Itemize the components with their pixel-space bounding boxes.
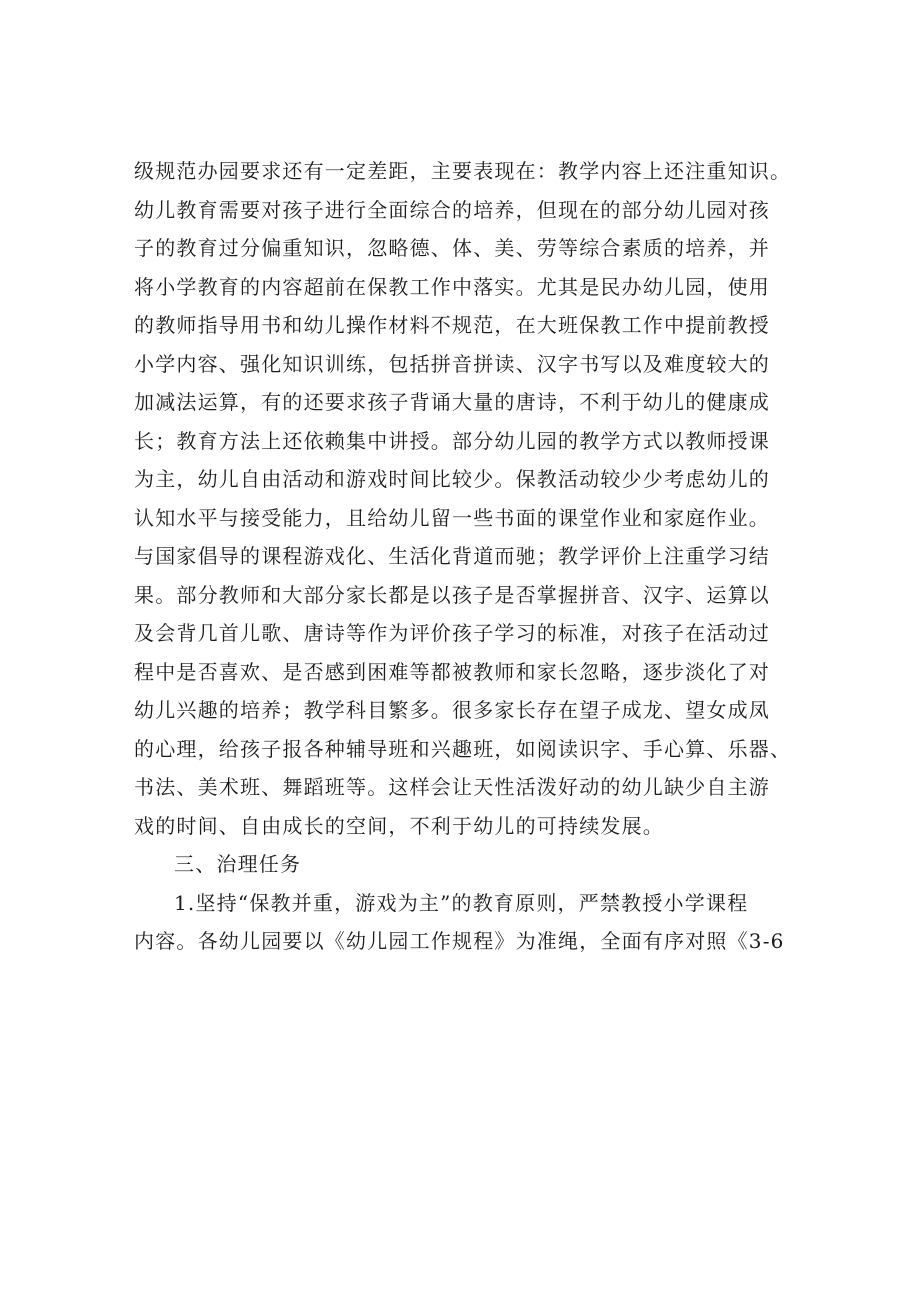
text-line: 幼儿兴趣的培养；教学科目繁多。很多家长存在望子成龙、望女成凤 — [134, 698, 770, 722]
body-paragraph — [134, 884, 794, 961]
text-line: 程中是否喜欢、是否感到困难等都被教师和家长忽略，逐步淡化了对 — [134, 659, 770, 684]
section-heading: 三、治理任务 — [174, 852, 302, 876]
text-line: 内容。各幼儿园要以《幼儿园工作规程》为准绳，全面有序对照《3-6 — [134, 929, 785, 953]
text-line: 加减法运算，有的还要求孩子背诵大量的唐诗，不利于幼儿的健康成 — [134, 390, 770, 414]
text-line: 认知水平与接受能力，且给幼儿留一些书面的课堂作业和家庭作业。 — [134, 505, 770, 530]
text-line: 果。部分教师和大部分家长都是以孩子是否掌握拼音、汉字、运算以 — [134, 582, 770, 607]
text-line: 为主，幼儿自由活动和游戏时间比较少。保教活动较少少考虑幼儿的 — [134, 467, 770, 491]
text-line: 小学内容、强化知识训练，包括拼音拼读、汉字书写以及难度较大的 — [134, 351, 770, 376]
text-line: 的教师指导用书和幼儿操作材料不规范，在大班保教工作中提前教授 — [134, 313, 770, 337]
text-line: 1.坚持“保教并重，游戏为主”的教育原则，严禁教授小学课程 — [174, 890, 749, 915]
document-page — [134, 152, 794, 961]
text-line: 与国家倡导的课程游戏化、生活化背道而驰；教学评价上注重学习结 — [134, 544, 770, 568]
text-line: 书法、美术班、舞蹈班等。这样会让天性活泼好动的幼儿缺少自主游 — [134, 775, 770, 799]
text-line: 及会背几首儿歌、唐诗等作为评价孩子学习的标准，对孩子在活动过 — [134, 621, 770, 645]
text-line: 幼儿教育需要对孩子进行全面综合的培养，但现在的部分幼儿园对孩 — [134, 197, 770, 222]
text-line: 戏的时间、自由成长的空间，不利于幼儿的可持续发展。 — [134, 813, 664, 838]
text-line: 将小学教育的内容超前在保教工作中落实。尤其是民办幼儿园，使用 — [134, 274, 770, 299]
text-line: 级规范办园要求还有一定差距，主要表现在：教学内容上还注重知识。 — [134, 159, 792, 183]
text-line: 子的教育过分偏重知识，忽略德、体、美、劳等综合素质的培养，并 — [134, 236, 770, 260]
text-line: 长；教育方法上还依赖集中讲授。部分幼儿园的教学方式以教师授课 — [134, 428, 770, 453]
body-paragraph — [134, 152, 794, 845]
text-line: 的心理，给孩子报各种辅导班和兴趣班，如阅读识字、手心算、乐器、 — [134, 736, 792, 761]
